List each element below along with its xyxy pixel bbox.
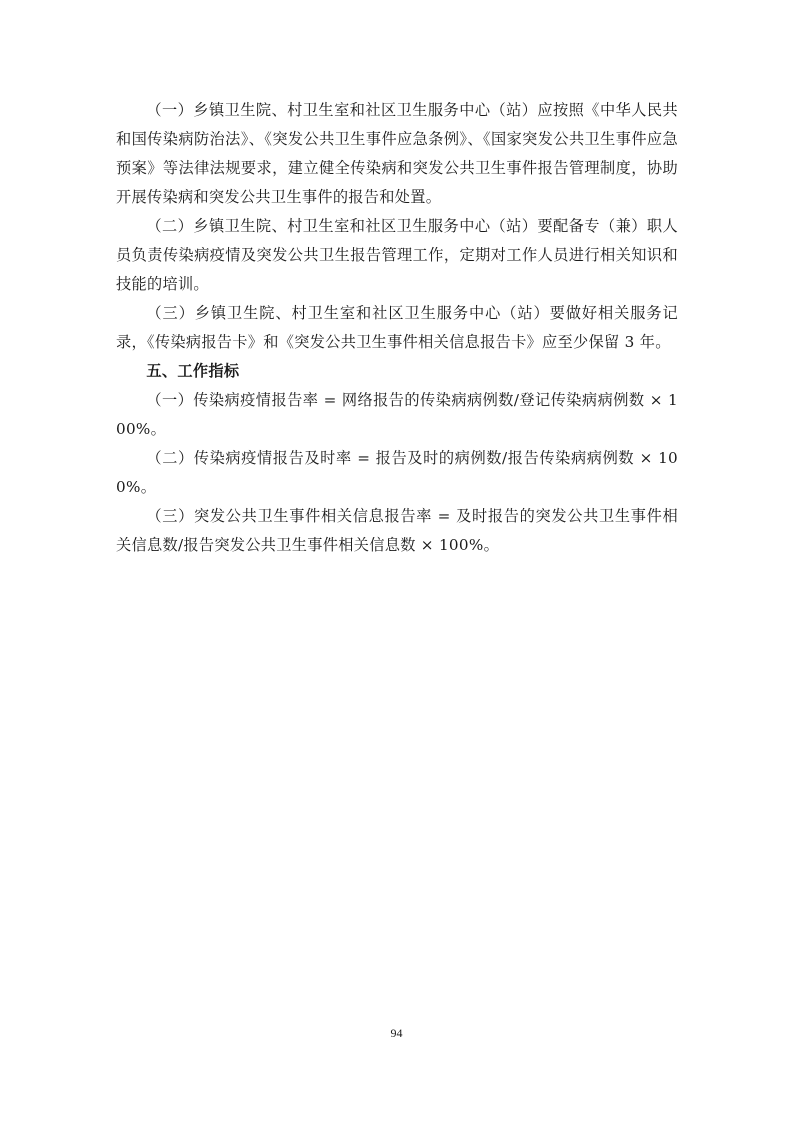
- indicator-report-rate: （一）传染病疫情报告率 = 网络报告的传染病病例数/登记传染病病例数 × 100%。: [116, 391, 678, 438]
- paragraph-records: （三）乡镇卫生院、村卫生室和社区卫生服务中心（站）要做好相关服务记录，《传染病报告卡》和《突发公共卫生事件相关信息报告卡》应至少保留 3 年。: [116, 304, 678, 351]
- paragraph-staffing: （二）乡镇卫生院、村卫生室和社区卫生服务中心（站）要配备专（兼）职人员负责传染病疫情及突发公共卫生报告管理工作，定期对工作人员进行相关知识和技能的培训。: [116, 217, 678, 293]
- page-body: [116, 96, 678, 560]
- indicator-timely-rate: （二）传染病疫情报告及时率 = 报告及时的病例数/报告传染病病例数 × 100%。: [116, 449, 678, 496]
- paragraph-reporting-system: （一）乡镇卫生院、村卫生室和社区卫生服务中心（站）应按照《中华人民共和国传染病防治法》、《突发公共卫生事件应急条例》、《国家突发公共卫生事件应急预案》等法律法规要求，建立健全传染病和突发公共卫生事件报告管理制度，协助开展传染病和突发公共卫生事件的报告和处置。: [116, 101, 678, 206]
- indicator-emergency-rate: （三）突发公共卫生事件相关信息报告率 = 及时报告的突发公共卫生事件相关信息数/报告突发公共卫生事件相关信息数 × 100%。: [116, 507, 678, 554]
- section-heading: 五、工作指标: [146, 362, 240, 380]
- page-number: 94: [390, 1026, 403, 1040]
